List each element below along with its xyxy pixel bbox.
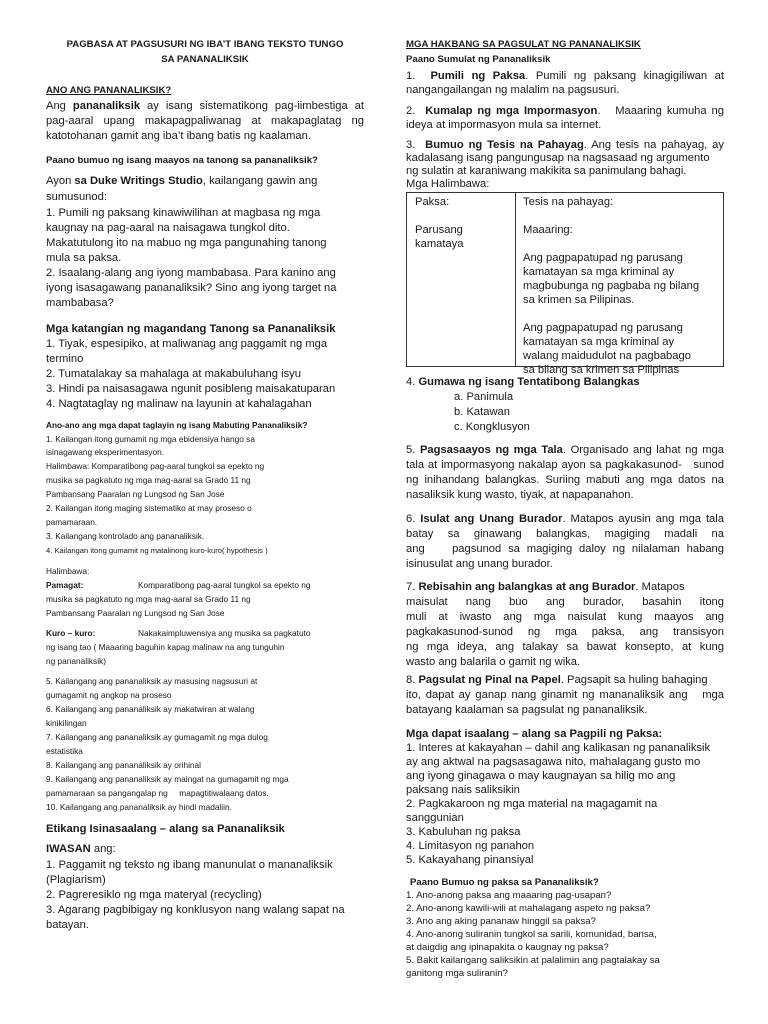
table-divider	[515, 193, 516, 366]
tesis-b-line: sa bilang sa krimen sa Pilipinas	[523, 364, 680, 376]
step-line: 1. Pumili ng paksang kinawiwilihan at magbasa ng mga	[46, 207, 321, 219]
step-1-line-2: nangangailangan ng malalim na pagsusuri.	[406, 84, 620, 96]
step-8-line-2: ito, dapat ay ganap nang ginamit ng mananaliksik ang mga	[406, 689, 724, 701]
more-line: 7. Kailangang ang pananaliksik ay gumagamit ng mga dulog	[46, 732, 268, 742]
outline-item: c. Kongklusyon	[454, 421, 530, 433]
tesis-a-line: sa krimen sa Pilipinas.	[523, 294, 635, 306]
more-line: 8. Kailangang ang pananaliksik ay orihinal	[46, 760, 201, 770]
step-7-line-2: maisulat nang buo ang burador, basahin itong	[406, 596, 724, 608]
step-4-heading: 4. Gumawa ng isang Tentatibong Balangkas	[406, 376, 640, 388]
bumuo-line: 3. Ano ang aking pananaw hinggil sa paksa?	[406, 916, 596, 927]
more-line: 10. Kailangang ang pananaliksik ay hindi madaliin.	[46, 802, 232, 812]
paksa-value-line-1: Parusang	[415, 224, 463, 236]
iwasan-line: 1. Paggamit ng teksto ng ibang manunulat o mananaliksik	[46, 859, 333, 871]
tesis-a-line: Ang pagpapatupad ng parusang	[523, 252, 683, 264]
heading-ano-ang-pananaliksik: ANO ANG PANANALIKSIK?	[46, 85, 172, 96]
more-line: 6. Kailangang ang pananaliksik ay makatwiran at walang	[46, 704, 255, 714]
heading-dapat-isaalang: Mga dapat isaalang – alang sa Pagpili ng Paksa:	[406, 728, 663, 740]
pamagat-line-1: Pamagat: Komparatibong pag-aaral tungkol sa epekto ng	[46, 580, 311, 590]
ayon-line-2: sumusunod:	[46, 191, 107, 203]
dapat-line: 2. Pagkakaroon ng mga material na magagamit na	[406, 798, 658, 810]
pamagat-line-2: musika sa pagkatuto ng mga mag-aaral sa Grado 11 ng	[46, 594, 251, 604]
step-7-line-1: 7. Rebisahin ang balangkas at ang Burador. Matapos	[406, 581, 685, 593]
iwasan-label: IWASAN ang:	[46, 843, 116, 855]
tesis-b-line: Ang pagpapatupad ng parusang	[523, 322, 683, 334]
more-line: 5. Kailangang ang pananaliksik ay masusing nagsusuri at	[46, 676, 258, 686]
step-line: iyong isasagawang pananaliksik? Sino ang iyong target na	[46, 282, 337, 294]
step-6-line-3: ang pagsunod sa magiging daloy ng nilalaman habang	[406, 543, 724, 555]
tesis-b-line: kamatayan sa mga kriminal ay	[523, 336, 675, 348]
mabuti-line: isinagawang eksperimentasyon.	[46, 447, 165, 457]
step-line: mula sa paksa.	[46, 252, 122, 264]
step-6-line-4: isinusulat ang unang burador.	[406, 558, 553, 570]
thesis-example-table	[406, 192, 724, 376]
tesis-a-line: kamatayan sa mga kriminal ay	[523, 266, 675, 278]
outline-item: b. Katawan	[454, 406, 510, 418]
halimbawa-label: Halimbawa:	[46, 566, 90, 576]
dapat-line: 4. Limitasyon ng panahon	[406, 840, 535, 852]
dapat-line: 3. Kabuluhan ng paksa	[406, 826, 521, 838]
katangian-line: termino	[46, 353, 84, 365]
more-line: pamamaraan sa pangangalap ng mapagtitiwalaang datos.	[46, 788, 269, 798]
tesis-a-line: magbubunga ng pagbaba ng bilang	[523, 280, 700, 292]
iwasan-line: 3. Agarang pagbibigay ng konklusyon nang walang sapat na	[46, 904, 345, 916]
dapat-line: 1. Interes at kakayahan – dahil ang kalikasan ng pananaliksik	[406, 742, 711, 754]
dapat-line: ang iyong ginagawa o may kaugnayan sa hilig mo ang	[406, 770, 676, 782]
document-title-line-2: SA PANANALIKSIK	[161, 54, 249, 65]
step-5-line-2: tala at impormasyong nakalap ayon sa pagkakasunod- sunod	[406, 459, 724, 471]
bumuo-line: 1. Ano-anong paksa ang maaaring pag-usapan?	[406, 890, 612, 901]
step-7-line-4: pagkakasunod-sunod ng mga paksa, ang transisyon	[406, 626, 724, 638]
dapat-line: sanggunian	[406, 812, 464, 824]
more-line: gumagamit ng angkop na proseso	[46, 690, 172, 700]
step-line: Makatutulong ito na mabuo ng mga pangunahing tanong	[46, 237, 327, 249]
more-line: kinikilingan	[46, 718, 87, 728]
step-5-line-3: ng inihandang balangkas. Suriing mabuti ang mga datos na	[406, 474, 724, 486]
katangian-line: 4. Nagtataglay ng malinaw na layunin at kahalagahan	[46, 398, 312, 410]
heading-hakbang: MGA HAKBANG SA PAGSULAT NG PANANALIKSIK	[406, 39, 641, 50]
paksa-value-line-2: kamataya	[415, 238, 464, 250]
definition-line-1: Ang pananaliksik ay isang sistematikong pag-iimbestiga at	[46, 100, 364, 112]
iwasan-line: 2. Pagreresiklo ng mga materyal (recycling)	[46, 889, 262, 901]
step-line: 2. Isaalang-alang ang iyong mambabasa. Para kanino ang	[46, 267, 336, 279]
iwasan-line: batayan.	[46, 919, 89, 931]
step-8-line-1: 8. Pagsulat ng Pinal na Papel. Pagsapit sa huling bahaging	[406, 674, 708, 686]
more-line: 9. Kailangang ang pananaliksik ay maingat na gumagamit ng mga	[46, 774, 289, 784]
pamagat-line-3: Pambansang Paaralan ng Lungsod ng San Jose	[46, 608, 225, 618]
document-title-line-1: PAGBASA AT PAGSUSURI NG IBA’T IBANG TEKSTO TUNGO	[66, 39, 344, 50]
table-paksa-column	[415, 195, 511, 251]
step-6-line-2: batay sa ginawang balangkas, magiging madali na	[406, 528, 724, 540]
step-2-line-2: ideya at impormasyon mula sa internet.	[406, 119, 602, 131]
step-8-line-3: batayang kaalaman sa pagsulat ng pananaliksik.	[406, 704, 648, 716]
tesis-b-line: walang maidudulot na pagbabago	[523, 350, 691, 362]
mabuti-line-hypothesis: 4. Kailangan itong gumamit ng matalinong kuro-kuro( hypothesis )	[46, 546, 268, 555]
heading-mabuting-pananaliksik: Ano-ano ang mga dapat taglayin ng isang Mabuting Pananaliksik?	[46, 420, 308, 430]
definition-line-2: pag-aaral upang makapagpaliwanag at makapaglatag ng	[46, 115, 364, 127]
mabuti-line: Pambansang Paaralan ng Lungsod ng San Jose	[46, 489, 225, 499]
heading-paano-sumulat: Paano Sumulat ng Pananaliksik	[406, 54, 551, 65]
bumuo-line: 2. Ano-anong kawili-wili at mahalagang aspeto ng paksa?	[406, 903, 651, 914]
step-1-line-1: 1. Pumili ng Paksa. Pumili ng paksang kinagigiliwan at	[406, 70, 725, 82]
bumuo-line: ganitong mga suliranin?	[406, 968, 508, 979]
katangian-line: 3. Hindi pa naisasagawa ngunit posibleng maisakatuparan	[46, 383, 336, 395]
heading-etikang: Etikang Isinasaalang – alang sa Pananaliksik	[46, 823, 285, 835]
mabuti-line: 1. Kailangan itong gumamit ng mga ebidensiya hango sa	[46, 434, 255, 444]
step-line: kaugnay na pag-aaral na naisagawa tungkol dito.	[46, 222, 290, 234]
dapat-line: ay ang aktwal na pagsasagawa nito, mahalagang gusto mo	[406, 756, 701, 768]
dapat-line: 5. Kakayahang pinansiyal	[406, 854, 534, 866]
bumuo-line: at daigdig ang ipinapakita o kaugnay ng paksa?	[406, 942, 609, 953]
table-header-paksa: Paksa:	[415, 196, 450, 208]
mabuti-line: 2. Kailangan itong maging sistematiko at may proseso o	[46, 503, 252, 513]
step-3-line-4: Mga Halimbawa:	[406, 178, 490, 190]
step-7-line-6: wasto ang balarila o gamit ng wika.	[406, 656, 581, 668]
katangian-line: 2. Tumatalakay sa mahalaga at makabuluhang isyu	[46, 368, 301, 380]
mabuti-line: musika sa pagkatuto ng mga mag-aaral sa Grado 11 ng	[46, 475, 251, 485]
kuro-line-3: ng pananaliksik)	[46, 656, 106, 666]
mabuti-line: pamamaraan.	[46, 517, 98, 527]
step-line: mambabasa?	[46, 297, 114, 309]
step-3-line-1: 3. Bumuo ng Tesis na Pahayag. Ang tesis na pahayag, ay	[406, 139, 725, 151]
mabuti-line: 3. Kailangang kontrolado ang pananaliksik.	[46, 531, 205, 541]
ayon-line-1: Ayon sa Duke Writings Studio, kailangang gawin ang	[46, 175, 318, 187]
maaaring-label: Maaaring:	[523, 224, 573, 236]
mabuti-line: Halimbawa: Komparatibong pag-aaral tungkol sa epekto ng	[46, 461, 265, 471]
katangian-line: 1. Tiyak, espesipiko, at maliwanag ang paggamit ng mga	[46, 338, 328, 350]
step-3-line-2: kadalasang isang pangungusap na nagsasaad ng argumento	[406, 152, 710, 164]
step-7-line-3: muli at iwasto ang mga naisulat kung maayos ang	[406, 611, 724, 623]
heading-katangian: Mga katangian ng magandang Tanong sa Pananaliksik	[46, 323, 336, 335]
table-tesis-column	[523, 195, 719, 377]
bumuo-line: 5. Bakit kailangang saliksikin at palalimin ang pagtalakay sa	[406, 955, 660, 966]
step-3-line-3: ng sulatin at karaniwang makikita sa panimulang bahagi.	[406, 165, 687, 177]
iwasan-line: (Plagiarism)	[46, 874, 106, 886]
kuro-line-1: Kuro – kuro: Nakakaimpluwensiya ang musika sa pagkatuto	[46, 628, 311, 638]
step-5-line-4: nasaliksik kung wasto, tiyak, at napapanahon.	[406, 489, 634, 501]
outline-item: a. Panimula	[454, 391, 514, 403]
kuro-line-2: ng isang tao ( Maaaring baguhin kapag malinaw na ang tunguhin	[46, 642, 285, 652]
step-5-line-1: 5. Pagsasaayos ng mga Tala. Organisado ang lahat ng mga	[406, 444, 724, 456]
bumuo-line: 4. Ano-anong suliranin tungkol sa sarili, komunidad, bansa,	[406, 929, 657, 940]
dapat-line: paksang nais saliksikin	[406, 784, 520, 796]
heading-paano-bumuo-paksa: Paano Bumuo ng paksa sa Pananaliksik?	[410, 877, 599, 888]
step-7-line-5: ng mga ideya, ang talakay sa bawat konsepto, at kung	[406, 641, 724, 653]
definition-line-3: katotohanan gamit ang iba’t ibang batis ng kaalaman.	[46, 130, 311, 142]
table-header-tesis: Tesis na pahayag:	[523, 196, 614, 208]
step-2-line-1: 2. Kumalap ng mga Impormasyon. Maaaring kumuha ng	[406, 105, 724, 117]
step-6-line-1: 6. Isulat ang Unang Burador. Matapos ayusin ang mga tala	[406, 513, 724, 525]
more-line: estatistika	[46, 746, 83, 756]
heading-paano-bumuo-tanong: Paano bumuo ng isang maayos na tanong sa pananaliksik?	[46, 155, 318, 166]
